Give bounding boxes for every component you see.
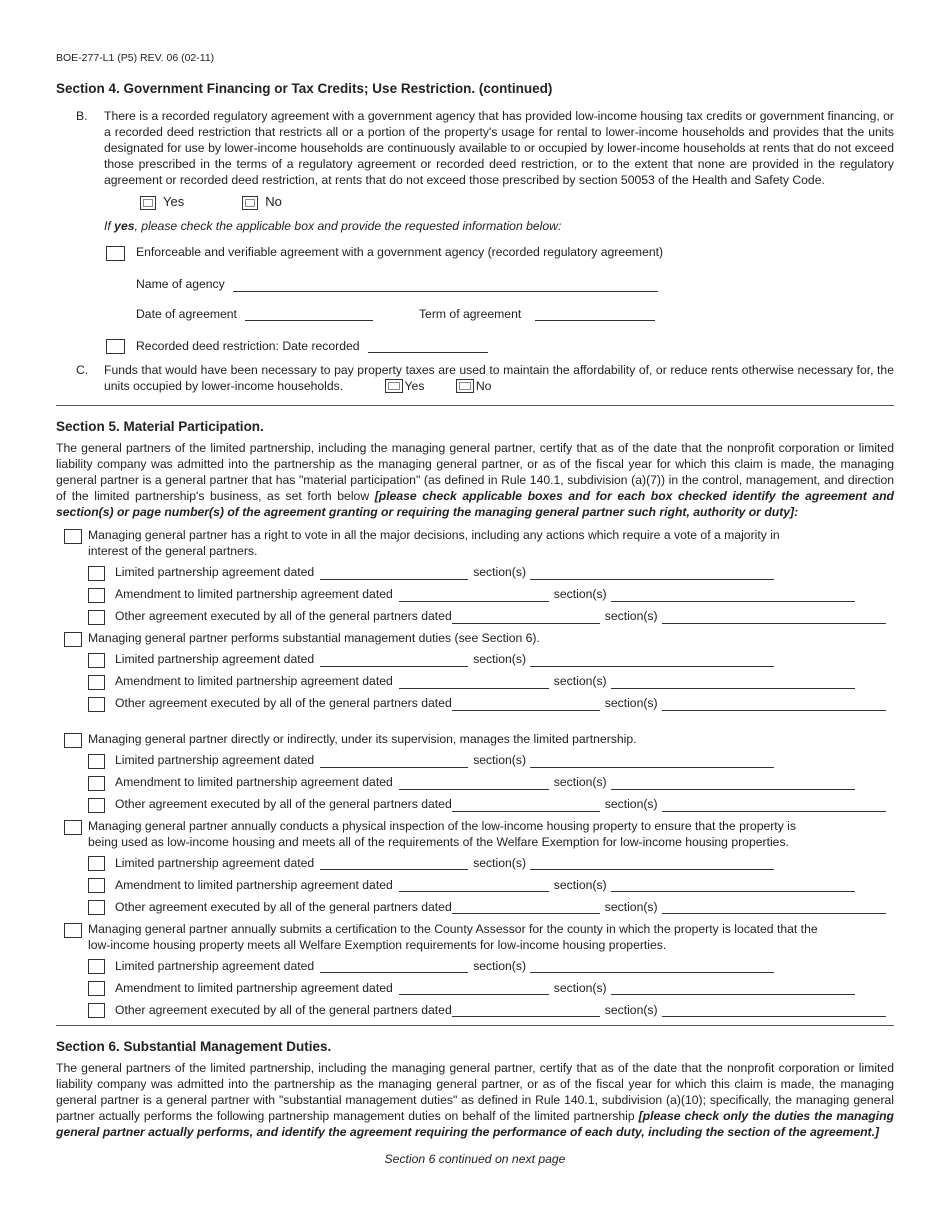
agreement-sub-checkbox[interactable] bbox=[88, 856, 105, 871]
agreement-sub-checkbox[interactable] bbox=[88, 566, 105, 581]
item-b-text: There is a recorded regulatory agreement with a government agency that has provided low-income housing tax credits or government financing, or a recorded deed restriction that restricts all or a portion of the property's usage for rental to lower-income households and provides that the units designated for use by lower-income households are continuously available to or occupied by lower-income households at rents that do not exceed those prescribed in the terms of a regulatory agreement or recorded deed restriction, or to the extent that none are provided in the regulatory agreement or recorded deed restriction, at rents that do not exceed those prescribed by section 50053 of the Health and Safety Code. bbox=[104, 109, 894, 187]
agreement-sub-label: Limited partnership agreement dated bbox=[115, 958, 315, 973]
agreement-date-input[interactable] bbox=[452, 611, 600, 624]
section4-item-c bbox=[56, 363, 894, 395]
participation-checkbox[interactable] bbox=[64, 733, 82, 748]
agreement-sub-label: Amendment to limited partnership agreement dated bbox=[115, 980, 393, 995]
item-c-no-option[interactable] bbox=[456, 379, 492, 395]
agreement-sub-label: Other agreement executed by all of the general partners dated bbox=[115, 609, 452, 624]
agreement-sub-checkbox[interactable] bbox=[88, 610, 105, 625]
agreement-sub-row-amend bbox=[88, 587, 894, 603]
continued-note: Section 6 continued on next page bbox=[384, 1152, 566, 1167]
agreement-sub-row-lpa bbox=[88, 959, 894, 975]
section6-title: Section 6. Substantial Management Duties. bbox=[56, 1038, 332, 1054]
form-page bbox=[56, 52, 894, 1168]
section-input[interactable] bbox=[662, 611, 886, 624]
term-label: Term of agreement bbox=[418, 306, 522, 321]
agreement-sub-row-amend bbox=[88, 981, 894, 997]
participation-item bbox=[64, 528, 894, 560]
agreement-label: Enforceable and verifiable agreement with a government agency (recorded regulatory agreement) bbox=[136, 245, 664, 260]
agency-input[interactable] bbox=[233, 279, 658, 292]
agreement-sub-row-other bbox=[88, 609, 894, 625]
date-term-row bbox=[136, 307, 894, 323]
participation-text: Managing general partner performs substantial management duties (see Section 6). bbox=[88, 631, 540, 646]
agreement-sub-row-lpa bbox=[88, 565, 894, 581]
section-label: section(s) bbox=[473, 652, 527, 667]
section-label: section(s) bbox=[473, 565, 527, 580]
section5-intro-bold: [please check applicable boxes and for each box checked identify the agreement and section(s) or page number(s) of the agreement granting or requiring the managing general partner such right, authority or duty]: bbox=[56, 488, 894, 519]
participation-item bbox=[64, 922, 894, 954]
agreement-date-input[interactable] bbox=[320, 755, 468, 768]
section-label: section(s) bbox=[473, 753, 527, 768]
date-input[interactable] bbox=[245, 308, 373, 321]
date-label: Date of agreement bbox=[136, 306, 237, 321]
section-input[interactable] bbox=[662, 698, 886, 711]
item-b-yes-label: Yes bbox=[163, 194, 185, 210]
section-label: section(s) bbox=[604, 899, 658, 914]
item-b-no-option[interactable] bbox=[242, 194, 282, 211]
agreement-date-input[interactable] bbox=[399, 982, 549, 995]
agreement-sub-row-lpa bbox=[88, 856, 894, 872]
agreement-sub-label: Other agreement executed by all of the general partners dated bbox=[115, 696, 452, 711]
participation-text: Managing general partner annually submits a certification to the County Assessor for the county in which the property is located that the low-income housing property meets all Welfare Exemption requirements for low-income housing properties. bbox=[88, 921, 818, 952]
agreement-date-input[interactable] bbox=[320, 857, 468, 870]
spacer bbox=[56, 718, 894, 728]
section-divider bbox=[56, 405, 894, 406]
section-label: section(s) bbox=[604, 1002, 658, 1017]
section-input[interactable] bbox=[662, 901, 886, 914]
item-c-yes-label: Yes bbox=[404, 378, 425, 393]
section-input[interactable] bbox=[611, 982, 855, 995]
section-label: section(s) bbox=[473, 958, 527, 973]
agreement-sub-label: Limited partnership agreement dated bbox=[115, 855, 315, 870]
item-c-no-label: No bbox=[475, 378, 492, 393]
agreement-sub-row-other bbox=[88, 797, 894, 813]
agreement-sub-label: Amendment to limited partnership agreement dated bbox=[115, 877, 393, 892]
agreement-date-input[interactable] bbox=[320, 960, 468, 973]
agreement-sub-checkbox[interactable] bbox=[88, 675, 105, 690]
section6-intro bbox=[56, 1061, 894, 1140]
item-b-yes-option[interactable] bbox=[140, 194, 184, 211]
item-c-no-checkbox[interactable] bbox=[456, 379, 474, 393]
section-divider bbox=[56, 1025, 894, 1026]
section-input[interactable] bbox=[662, 799, 886, 812]
section4-item-b bbox=[56, 109, 894, 188]
section4-title: Section 4. Government Financing or Tax Credits; Use Restriction. (continued) bbox=[56, 80, 553, 96]
agreement-sub-row-lpa bbox=[88, 753, 894, 769]
agreement-date-input[interactable] bbox=[399, 676, 549, 689]
material-participation-list bbox=[56, 528, 894, 1018]
agreement-sub-checkbox[interactable] bbox=[88, 798, 105, 813]
agreement-date-input[interactable] bbox=[399, 879, 549, 892]
section5-intro bbox=[56, 441, 894, 520]
agreement-sub-checkbox[interactable] bbox=[88, 900, 105, 915]
deed-option bbox=[106, 339, 894, 355]
agreement-sub-label: Limited partnership agreement dated bbox=[115, 652, 315, 667]
agreement-sub-label: Other agreement executed by all of the general partners dated bbox=[115, 1002, 452, 1017]
section-input[interactable] bbox=[662, 1004, 886, 1017]
agreement-sub-checkbox[interactable] bbox=[88, 959, 105, 974]
section5-title: Section 5. Material Participation. bbox=[56, 418, 264, 434]
section-label: section(s) bbox=[473, 855, 527, 870]
form-number: BOE-277-L1 (P5) REV. 06 (02-11) bbox=[56, 52, 215, 64]
if-yes-suffix: , please check the applicable box and provide the requested information below: bbox=[134, 219, 562, 234]
agreement-sub-row-amend bbox=[88, 674, 894, 690]
section-input[interactable] bbox=[611, 777, 855, 790]
agreement-sub-row-amend bbox=[88, 775, 894, 791]
item-b-yes-checkbox[interactable] bbox=[140, 196, 156, 210]
if-yes-word: yes bbox=[114, 219, 135, 234]
agreement-sub-label: Other agreement executed by all of the general partners dated bbox=[115, 899, 452, 914]
agency-row bbox=[136, 277, 894, 293]
item-c-yes-option[interactable] bbox=[385, 379, 425, 395]
agreement-sub-checkbox[interactable] bbox=[88, 1003, 105, 1018]
agreement-sub-label: Amendment to limited partnership agreement dated bbox=[115, 587, 393, 602]
participation-item bbox=[64, 631, 894, 647]
agreement-date-input[interactable] bbox=[399, 777, 549, 790]
section-label: section(s) bbox=[604, 609, 658, 624]
section-input[interactable] bbox=[530, 960, 774, 973]
agency-label: Name of agency bbox=[136, 277, 225, 292]
participation-checkbox[interactable] bbox=[64, 820, 82, 835]
participation-item bbox=[64, 819, 894, 851]
agreement-date-input[interactable] bbox=[452, 1004, 600, 1017]
agreement-sub-checkbox[interactable] bbox=[88, 878, 105, 893]
section-label: section(s) bbox=[553, 587, 607, 602]
section-input[interactable] bbox=[530, 567, 774, 580]
deed-checkbox[interactable] bbox=[106, 339, 125, 354]
section-label: section(s) bbox=[553, 674, 607, 689]
agreement-sub-row-other bbox=[88, 1003, 894, 1019]
agreement-date-input[interactable] bbox=[452, 799, 600, 812]
section-label: section(s) bbox=[604, 797, 658, 812]
item-c-letter: C. bbox=[76, 362, 89, 377]
agreement-sub-label: Amendment to limited partnership agreement dated bbox=[115, 674, 393, 689]
agreement-sub-label: Amendment to limited partnership agreement dated bbox=[115, 775, 393, 790]
agreement-sub-row-lpa bbox=[88, 652, 894, 668]
item-b-yes-no bbox=[92, 194, 894, 211]
item-c-yes-checkbox[interactable] bbox=[385, 379, 403, 393]
agreement-date-input[interactable] bbox=[452, 901, 600, 914]
agreement-sub-checkbox[interactable] bbox=[88, 653, 105, 668]
deed-label: Recorded deed restriction: Date recorded bbox=[136, 338, 360, 353]
item-c-text: Funds that would have been necessary to pay property taxes are used to maintain the affordability of, or reduce rents otherwise necessary for, the units occupied by lower-income households. bbox=[104, 362, 894, 393]
section-label: section(s) bbox=[553, 980, 607, 995]
item-c-body bbox=[104, 363, 894, 395]
agreement-option bbox=[106, 245, 894, 261]
section6-intro-bold: [please check only the duties the managing general partner actually performs, and identify the agreement requiring the performance of each duty, including the section of the agreement.] bbox=[56, 1108, 894, 1139]
agreement-sub-row-amend bbox=[88, 878, 894, 894]
participation-text: Managing general partner annually conducts a physical inspection of the low-income housing property to ensure that the property is being used as low-income housing and meets all of the requirements of the Welfare Exemption for low-income housing properties. bbox=[88, 819, 796, 849]
agreement-checkbox[interactable] bbox=[106, 246, 125, 261]
agreement-date-input[interactable] bbox=[399, 589, 549, 602]
participation-checkbox[interactable] bbox=[64, 529, 82, 544]
agreement-sub-checkbox[interactable] bbox=[88, 981, 105, 996]
section6-intro-text: The general partners of the limited partnership, including the managing general partner, certify that as of the date that the nonprofit corporation or limited liability company was admitted into the partnership as the managing general partner, or as of the fiscal year for which this claim is made, the managing general partner is a general partner with "substantial management duties" as defined in Rule 140.1, subdivision (a)(10); specifically, the managing general partner actually performs the following partnership management duties on behalf of the limited partnership bbox=[56, 1061, 894, 1123]
participation-checkbox[interactable] bbox=[64, 632, 82, 647]
agreement-sub-checkbox[interactable] bbox=[88, 588, 105, 603]
participation-text: Managing general partner directly or indirectly, under its supervision, manages the limited partnership. bbox=[88, 732, 637, 747]
section-input[interactable] bbox=[611, 676, 855, 689]
deed-date-input[interactable] bbox=[368, 340, 488, 353]
item-b-letter: B. bbox=[76, 109, 88, 124]
agreement-date-input[interactable] bbox=[320, 654, 468, 667]
if-yes-prefix: If bbox=[104, 219, 115, 234]
item-b-no-checkbox[interactable] bbox=[242, 196, 258, 210]
agreement-sub-row-other bbox=[88, 696, 894, 712]
if-yes-instruction bbox=[104, 219, 894, 235]
section-input[interactable] bbox=[530, 654, 774, 667]
participation-checkbox[interactable] bbox=[64, 923, 82, 938]
agreement-sub-label: Other agreement executed by all of the general partners dated bbox=[115, 797, 452, 812]
section-input[interactable] bbox=[530, 755, 774, 768]
section-label: section(s) bbox=[553, 877, 607, 892]
agreement-date-input[interactable] bbox=[320, 567, 468, 580]
participation-text: Managing general partner has a right to vote in all the major decisions, including any actions which require a vote of a majority in interest of the general partners. bbox=[88, 528, 780, 559]
agreement-sub-checkbox[interactable] bbox=[88, 754, 105, 769]
agreement-sub-label: Limited partnership agreement dated bbox=[115, 565, 315, 580]
agreement-date-input[interactable] bbox=[452, 698, 600, 711]
agreement-sub-label: Limited partnership agreement dated bbox=[115, 753, 315, 768]
section-input[interactable] bbox=[611, 879, 855, 892]
section-label: section(s) bbox=[604, 696, 658, 711]
section-input[interactable] bbox=[530, 857, 774, 870]
agreement-sub-checkbox[interactable] bbox=[88, 776, 105, 791]
agreement-sub-checkbox[interactable] bbox=[88, 697, 105, 712]
item-b-no-label: No bbox=[265, 194, 282, 210]
agreement-sub-row-other bbox=[88, 900, 894, 916]
section-input[interactable] bbox=[611, 589, 855, 602]
section-label: section(s) bbox=[553, 775, 607, 790]
term-input[interactable] bbox=[535, 308, 655, 321]
section5-intro-text: The general partners of the limited partnership, including the managing general partner, certify that as of the date that the nonprofit corporation or limited liability company was admitted into the partnership as the managing general partner, or as of the fiscal year for which this claim is made, the managing general partner is a general partner that has "material participation" (as defined in Rule 140.1, subdivision (a)(7)) in the control, management, and direction of the limited partnership's business, as set forth below bbox=[56, 441, 894, 503]
participation-item bbox=[64, 732, 894, 748]
